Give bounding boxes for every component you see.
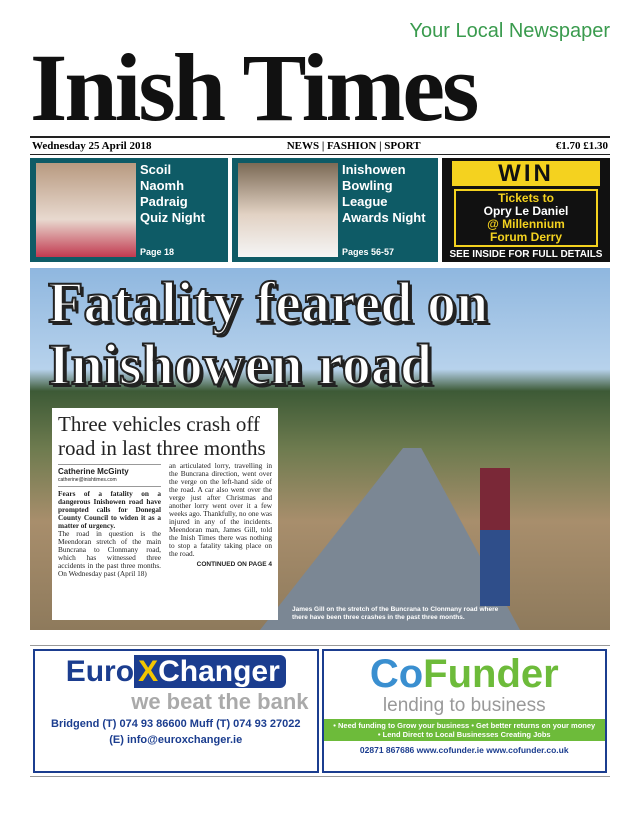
euroxchanger-email[interactable]: (E) info@euroxchanger.ie [109, 734, 243, 746]
lead-subhead: Three vehicles crash off road in last three months [58, 412, 266, 460]
sections: NEWS | FASHION | SPORT [286, 140, 421, 152]
promo-photo [36, 163, 136, 257]
advert-strip[interactable] [30, 645, 610, 777]
masthead-tagline: Your Local Newspaper [409, 20, 610, 42]
win-details: Tickets to Opry Le Daniel @ Millennium Forum Derry [454, 189, 598, 247]
author-name: Catherine McGinty [58, 467, 129, 476]
price: €1.70 £1.30 [555, 140, 608, 152]
promo-quiz-night[interactable] [30, 158, 228, 262]
euroxchanger-slogan: we beat the bank [131, 689, 309, 714]
promo-title: Scoil Naomh Padraig Quiz Night [140, 162, 205, 225]
continued-link[interactable]: CONTINUED ON PAGE 4 [196, 561, 272, 568]
lead-headline[interactable]: Fatality feared on Inishowen road [48, 270, 489, 397]
lead-body: an articulated lorry, travelling in the Buncrana direction, went over the verge on the left-hand side of the road. A car also went over the verge just after Christmas and another lorry went over it a few weeks ago. Thankfully, no one was injured in any of the incidents. Meendoran man, James Gill, told the Inish Times there was nothing to stop a fatality taking place on the road. [169, 461, 272, 558]
photo-caption: James Gill on the stretch of the Buncrana to Clonmany road where there have been three crashes in the past three months. [292, 606, 499, 621]
euroxchanger-logo: Euro XChanger [35, 655, 317, 689]
cofunder-contact[interactable]: 02871 867686 www.cofunder.ie www.cofunder.co.uk [359, 745, 569, 755]
cofunder-logo: CoFunder [369, 652, 559, 696]
euroxchanger-phones: Bridgend (T) 074 93 86600 Muff (T) 074 93 27022 [51, 718, 301, 730]
win-footer: SEE INSIDE FOR FULL DETAILS [449, 249, 603, 260]
promo-title: Inishowen Bowling League Awards Night [342, 162, 426, 225]
cofunder-ad[interactable] [322, 649, 608, 773]
lead-body: The road in question is the Meendoran stretch of the main Buncrana to Clonmany road, which has witnessed three accidents in the past three months. On Wednesday past (April 18) [58, 529, 161, 578]
euroxchanger-ad[interactable] [33, 649, 319, 773]
lead-story [30, 268, 610, 630]
promo-page: Pages 56-57 [342, 247, 395, 257]
promo-bowling-awards[interactable] [232, 158, 438, 262]
promo-photo [238, 163, 338, 257]
promo-page: Page 18 [140, 247, 175, 257]
win-word: WIN [452, 161, 600, 186]
lead-article [52, 408, 278, 620]
dateline [30, 136, 610, 155]
win-promo[interactable] [442, 158, 610, 262]
masthead-title: Inish Times [30, 34, 477, 141]
cofunder-bullets: • Need funding to Grow your business • Get better returns on your money • Lend Direct to Local Businesses Creating Jobs [324, 719, 606, 741]
cofunder-slogan: lending to business [382, 695, 546, 716]
author-email[interactable]: catherine@inishtimes.com [58, 477, 117, 483]
person-photo [480, 468, 510, 606]
issue-date: Wednesday 25 April 2018 [32, 140, 152, 152]
lead-intro: Fears of a fatality on a dangerous Inishowen road have prompted calls for Donegal County Council to widen it as a matter of urgency. [58, 489, 161, 530]
